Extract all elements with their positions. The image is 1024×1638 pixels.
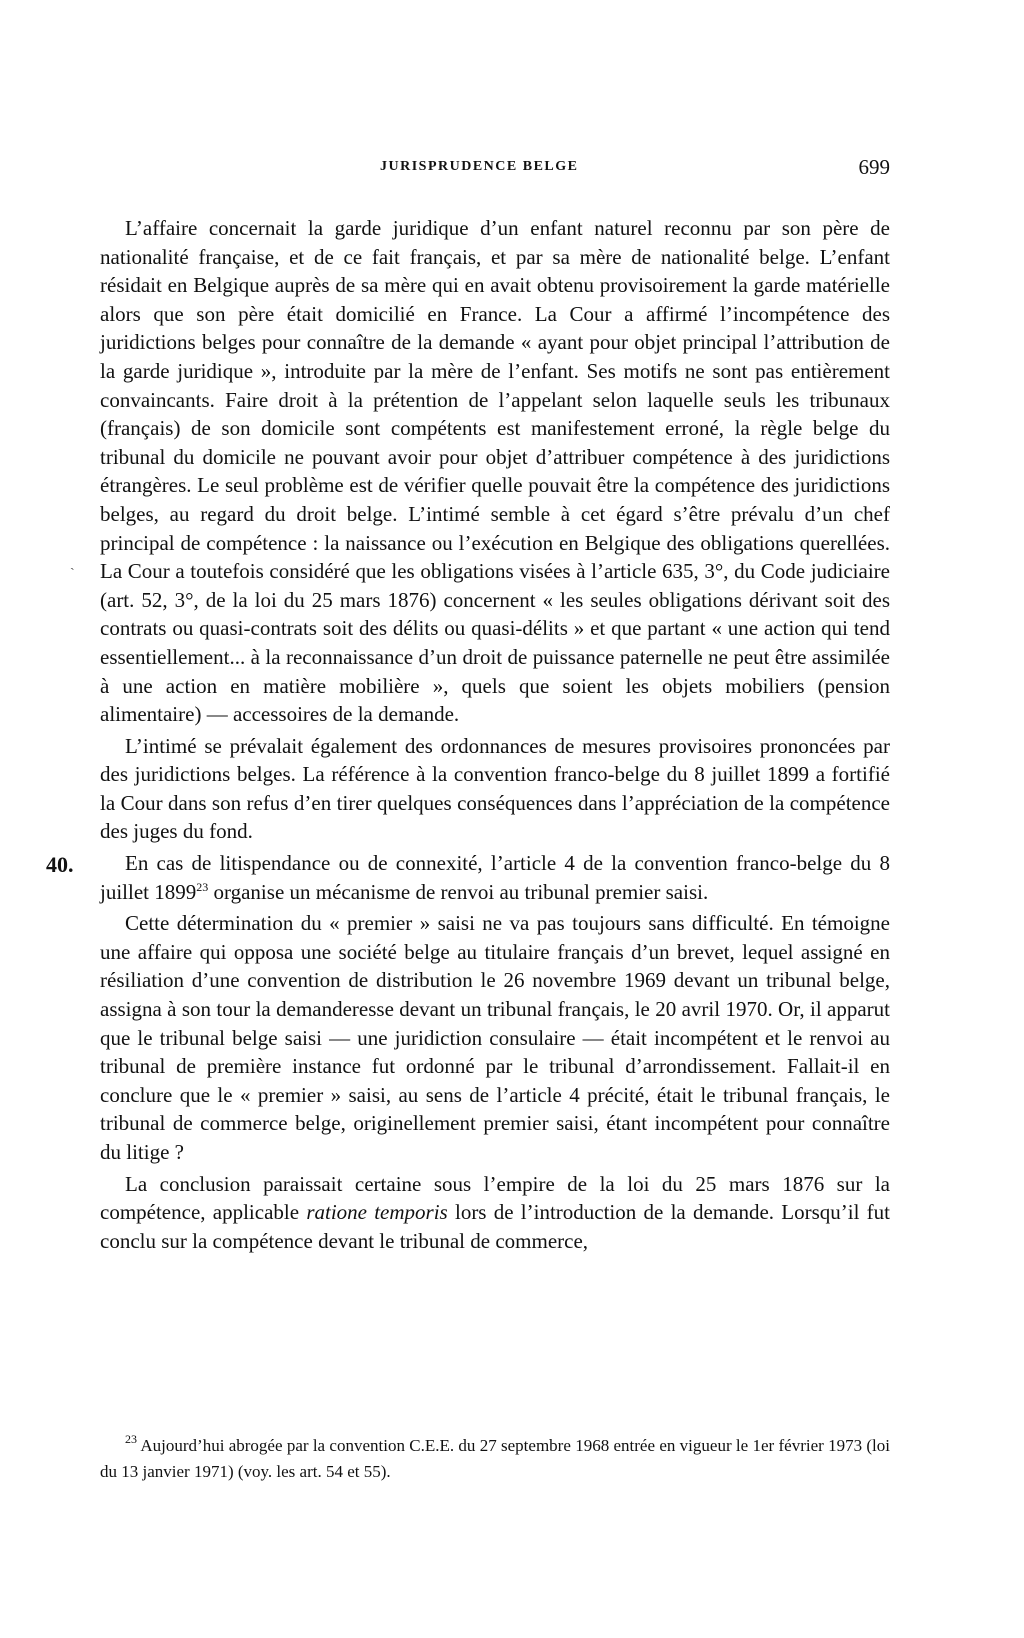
footnotes: [100, 1433, 890, 1485]
paragraph-text: organise un mécanisme de renvoi au tribunal premier saisi.: [208, 879, 709, 904]
running-title: JURISPRUDENCE BELGE: [380, 159, 579, 174]
margin-tick-mark: ˎ: [70, 556, 75, 571]
numbered-paragraph: [46, 849, 890, 906]
paragraph-text: En cas de litispendance ou de connexité, l’article 4 de la convention franco-belge du 8 juillet 1899: [100, 851, 890, 904]
paragraph-text: lors de l’introduction de la demande. Lorsqu’il fut conclu sur la compétence devant le tribunal de commerce,: [100, 1200, 891, 1253]
footnote-reference: 23: [196, 879, 209, 894]
paragraph: L’intimé se prévalait également des ordonnances de mesures provisoires prononcées par des juridictions belges. La référence à la convention franco-belge du 8 juillet 1899 a fortifié la Cour dans son refus d’en tirer quelques conséquences dans l’appréciation de la compétence des juges du fond.: [100, 733, 890, 844]
paragraph: L’affaire concernait la garde juridique d’un enfant naturel reconnu par son père de nationalité française, et de ce fait français, et par sa mère de nationalité belge. L’enfant résidait en Belgique auprès de sa mère qui en avait obtenu provisoirement la garde matérielle alors que son père était domicilié en France. La Cour a affirmé l’incompétence des juridictions belges pour connaître de la demande « ayant pour objet principal l’attribution de la garde juridique », introduite par la mère de l’enfant. Ses motifs ne sont pas entièrement convaincants. Faire droit à la prétention de l’appelant selon laquelle seuls les tribunaux (français) de son domicile sont compétents est manifestement erroné, la règle belge du tribunal du domicile ne pouvant avoir pour objet d’attribuer compétence à des juridictions étrangères. Le seul problème est de vérifier quelle pouvait être la compétence des juridictions belges, au regard du droit belge. L’intimé semble à cet égard s’être prévalu d’un chef principal de compétence : la naissance ou l’exécution en Belgique des obligations querellées. La Cour a toutefois considéré que les obligations visées à l’article 635, 3°, du Code judiciaire (art. 52, 3°, de la loi du 25 mars 1876) concernent « les seules obligations dérivant soit des contrats ou quasi-contrats soit des délits ou quasi-délits » et que partant « une action qui tend essentiellement... à la reconnaissance d’un droit de puissance paternelle ne peut être assimilée à une action en matière mobilière », quels que soient les objets mobiliers (pension alimentaire) — accessoires de la demande.: [100, 216, 890, 727]
paragraph: [100, 1170, 890, 1256]
footnote-text: Aujourd’hui abrogée par la convention C.E.E. du 27 septembre 1968 entrée en vigueur le 1er février 1973 (loi du 13 janvier 1971) (voy. les art. 54 et 55).: [100, 1436, 891, 1481]
page-number: 699: [858, 155, 890, 179]
paragraph-number: 40.: [46, 852, 74, 878]
running-head: [100, 155, 890, 185]
body-text: [46, 214, 891, 1258]
footnote: [100, 1433, 890, 1485]
footnote-number: 23: [125, 1432, 137, 1446]
italic-phrase: ratione temporis: [306, 1200, 448, 1225]
paragraph: Cette détermination du « premier » saisi ne va pas toujours sans difficulté. En témoigne une affaire qui opposa une société belge au titulaire français d’un brevet, lequel assigné en résiliation d’une convention de distribution le 26 novembre 1969 devant un tribunal belge, assigna à son tour la demanderesse devant un tribunal français, le 20 avril 1970. Or, il apparut que le tribunal belge saisi — une juridiction consulaire — était incompétent et le renvoi au tribunal de première instance fut ordonné par le tribunal d’arrondissement. Fallait-il en conclure que le « premier » saisi, au sens de l’article 4 précité, était le tribunal français, le tribunal de commerce belge, originellement premier saisi, étant incompétent pour connaître du litige ?: [100, 911, 890, 1164]
paragraph-text: La conclusion paraissait certaine sous l’empire de la loi du 25 mars 1876 sur la compétence, applicable: [100, 1171, 890, 1225]
